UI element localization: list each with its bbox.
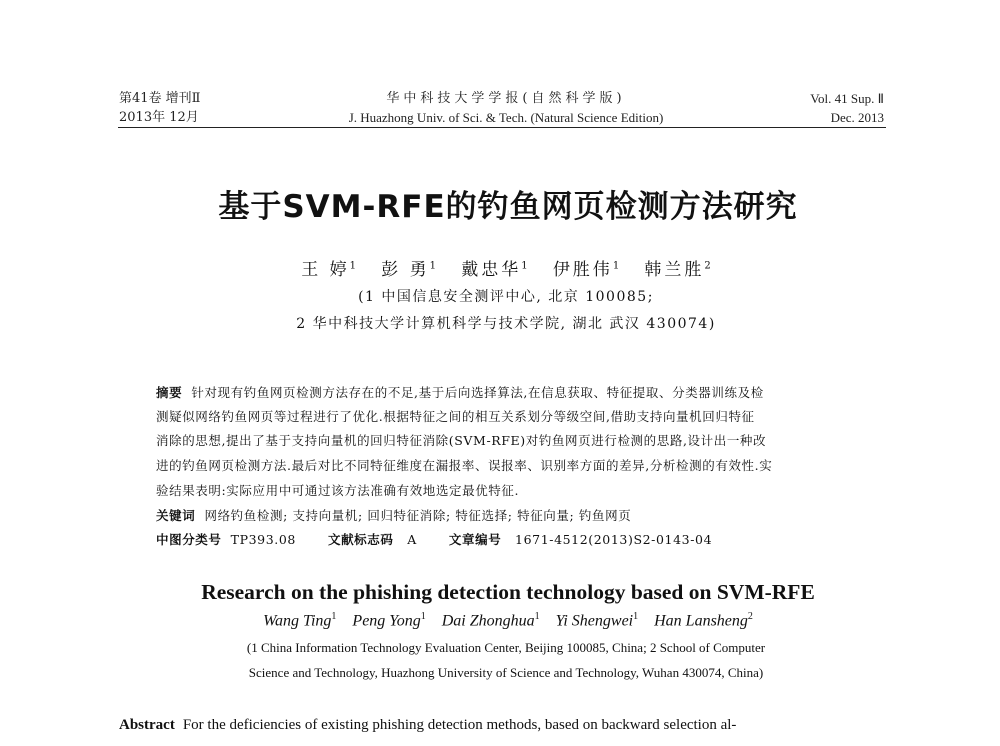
author-zh: 彭 勇 <box>381 260 430 280</box>
classification-line <box>156 530 712 548</box>
clc-value: TP393.08 <box>230 532 296 547</box>
author-affiliation-mark: 2 <box>704 260 711 272</box>
affiliation-en-line1: (1 China Information Technology Evaluation Center, Beijing 100085, China; 2 School of Computer <box>246 640 766 655</box>
author-affiliation-mark: 1 <box>429 260 436 272</box>
author-en: Wang Ting <box>263 612 332 630</box>
paper-title-zh: 基于SVM-RFE的钓鱼网页检测方法研究 <box>218 189 798 225</box>
abstract-zh-line3: 消除的思想,提出了基于支持向量机的回归特征消除(SVM-RFE)对钓鱼网页进行检测的思路,设计出一种改 <box>156 433 767 448</box>
author-zh: 王 婷 <box>301 260 350 280</box>
abstract-zh-line4: 进的钓鱼网页检测方法.最后对比不同特征维度在漏报率、误报率、识别率方面的差异,分析检测的有效性.实 <box>156 458 773 473</box>
author-zh: 戴忠华 <box>461 260 522 280</box>
authors-en <box>0 611 1000 630</box>
authors-zh <box>0 255 1000 280</box>
author-en: Han Lansheng <box>654 612 748 630</box>
abstract-zh-label: 摘要 <box>156 385 183 400</box>
author-affiliation-mark: 1 <box>349 260 356 272</box>
author-affiliation-mark: 2 <box>747 611 753 622</box>
article-number-value: 1671-4512(2013)S2-0143-04 <box>515 532 713 547</box>
abstract-en-label: Abstract <box>119 717 175 733</box>
clc-label: 中图分类号 <box>156 532 222 547</box>
abstract-en-text: For the deficiencies of existing phishing detection methods, based on backward selection al- <box>182 717 737 733</box>
author-affiliation-mark: 1 <box>534 611 540 622</box>
affiliation-zh-line1: (1 中国信息安全测评中心, 北京 100085; <box>358 289 654 305</box>
journal-name-zh: 华中科技大学学报(自然科学版) <box>386 91 626 106</box>
header-rule <box>118 127 886 128</box>
abstract-zh-line5: 验结果表明:实际应用中可通过该方法准确有效地选定最优特征. <box>156 483 520 498</box>
article-number-label: 文章编号 <box>448 532 502 547</box>
author-en: Yi Shengwei <box>555 612 634 630</box>
abstract-en <box>119 717 736 734</box>
abstract-zh-line1 <box>156 383 764 401</box>
author-affiliation-mark: 1 <box>331 611 337 622</box>
journal-date-en: Dec. 2013 <box>830 110 884 125</box>
paper-title-en: Research on the phishing detection technology based on SVM-RFE <box>201 580 815 604</box>
author-zh: 伊胜伟 <box>552 260 613 280</box>
keywords-zh-text: 网络钓鱼检测; 支持向量机; 回归特征消除; 特征选择; 特征向量; 钓鱼网页 <box>204 508 632 523</box>
author-en: Peng Yong <box>352 612 421 630</box>
doc-code-value: A <box>407 532 417 547</box>
affiliation-en-line2: Science and Technology, Huazhong University of Science and Technology, Wuhan 430074, China) <box>248 665 764 680</box>
doc-code-label: 文献标志码 <box>327 532 394 547</box>
journal-volume-issue: 第41卷 增刊Ⅱ <box>119 91 201 106</box>
author-en: Dai Zhonghua <box>441 612 535 630</box>
author-affiliation-mark: 1 <box>420 611 426 622</box>
keywords-zh <box>156 506 631 524</box>
journal-volume-en: Vol. 41 Sup. Ⅱ <box>810 91 884 106</box>
author-affiliation-mark: 1 <box>521 260 528 272</box>
keywords-zh-label: 关键词 <box>156 508 196 523</box>
author-affiliation-mark: 1 <box>633 611 639 622</box>
author-zh: 韩兰胜 <box>644 260 705 280</box>
abstract-zh-text: 针对现有钓鱼网页检测方法存在的不足,基于后向选择算法,在信息获取、特征提取、分类器训练及检 <box>191 385 764 400</box>
author-affiliation-mark: 1 <box>612 260 620 272</box>
journal-name-en: J. Huazhong Univ. of Sci. & Tech. (Natural Science Edition) <box>348 110 664 125</box>
journal-date-zh: 2013年 12月 <box>119 110 199 125</box>
abstract-zh-line2: 测疑似网络钓鱼网页等过程进行了优化.根据特征之间的相互关系划分等级空间,借助支持向量机回归特征 <box>156 409 755 424</box>
affiliation-zh-line2: 2 华中科技大学计算机科学与技术学院, 湖北 武汉 430074) <box>296 316 716 332</box>
